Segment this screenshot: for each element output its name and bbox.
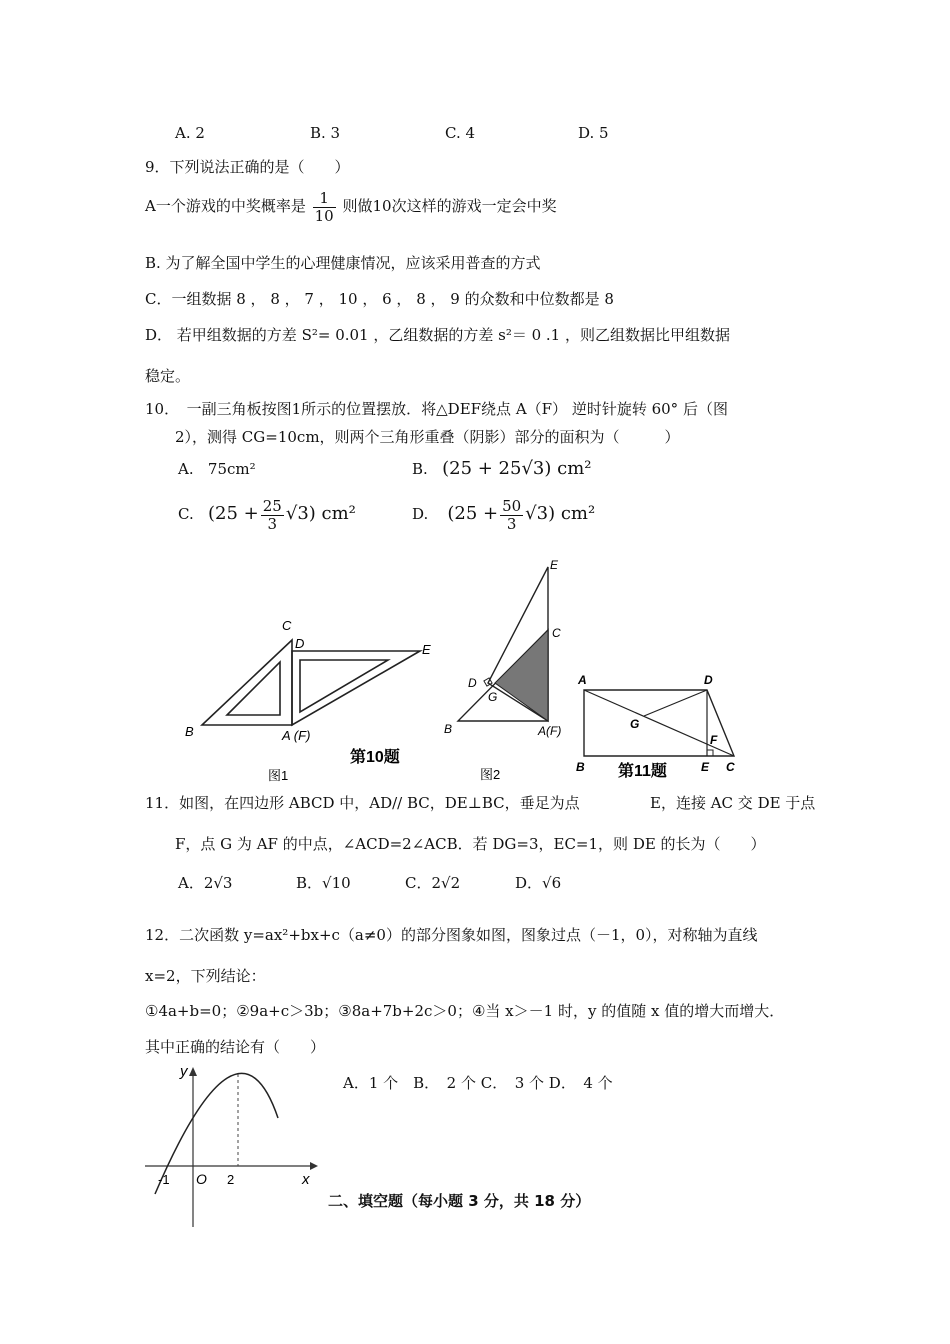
fraction: $\frac{25}{3}$ (262, 497, 282, 533)
graph-label-2: 2 (227, 1172, 235, 1187)
fig2-label-c: C (552, 626, 561, 640)
fig2-caption: 图2 (480, 767, 501, 782)
q12-options: A．1 个 B． 2 个 C． 3 个 D． 4 个 (343, 1074, 613, 1092)
q8-option-a: A. 2 (175, 124, 205, 142)
y-axis-arrow (189, 1067, 197, 1076)
q10-stem-line2: 2），测得 CG=10cm，则两个三角形重叠（阴影）部分的面积为（ ） (175, 428, 680, 446)
right-angle-mark (707, 750, 713, 756)
q9-option-a: A一个游戏的中奖概率是 $\frac{1}{10}$ 则做10次这样的游戏一定会中奖 (145, 189, 557, 225)
q11-stem-line1b: E，连接 AC 交 DE 于点 (650, 794, 816, 812)
q11-figure-caption: 第11题 (618, 763, 667, 780)
fraction: $\frac{1}{10}$ (314, 189, 334, 225)
q10-option-a: A. 75cm² (178, 460, 256, 478)
q10-option-d: D. (25 + $\frac{50}{3}$ √3) cm² (412, 497, 596, 533)
fig11-label-g: G (630, 717, 640, 731)
fig2-label-e: E (550, 558, 559, 572)
q10-stem-line1: 10． 一副三角板按图1所示的位置摆放．将△DEF绕点 A（F） 逆时针旋转 60° 后（图 (145, 400, 728, 418)
q11-figure (572, 670, 747, 782)
fig1-label-c: C (282, 618, 292, 633)
q12-conclusions: ①4a+b=0；②9a+c＞3b；③8a+7b+2c＞0；④当 x＞－1 时，y 的值随 x 值的增大而增大． (145, 1002, 785, 1020)
graph-label-origin: O (196, 1171, 207, 1187)
fig2-label-d: D (468, 676, 477, 690)
q12-parabola-graph (140, 1062, 320, 1232)
triangle-abc-inner (227, 662, 280, 715)
q12-stem-line1: 12．二次函数 y=ax²+bx+c（a≠0）的部分图象如图，图象过点（－1，0），对称轴为直线 (145, 926, 758, 944)
fig1-label-b: B (185, 724, 194, 739)
fig11-label-b: B (576, 760, 585, 774)
q11-stem-line2: F，点 G 为 AF 的中点，∠ACD=2∠ACB．若 DG=3，EC=1，则 DE 的长为（ ） (175, 835, 766, 853)
fraction: $\frac{50}{3}$ (502, 497, 522, 533)
graph-label-x: x (302, 1171, 310, 1188)
fig1-label-d: D (295, 636, 305, 651)
q10-figure-1 (170, 610, 440, 785)
q9-option-b: B. 为了解全国中学生的心理健康情况，应该采用普查的方式 (145, 254, 541, 272)
q9-option-d: D． 若甲组数据的方差 S²= 0.01 ，乙组数据的方差 s²＝ 0 .1 ，则乙组数据比甲组数据 (145, 326, 730, 344)
q8-option-c: C. 4 (445, 124, 476, 142)
fig11-label-e: E (701, 760, 710, 774)
q10-figure-2 (440, 555, 575, 785)
segment-dg (644, 690, 707, 716)
triangle-abc (202, 640, 292, 725)
graph-label-y: y (180, 1063, 188, 1080)
overlap-shaded-region (495, 630, 548, 721)
q11-option-c: C．2√2 (405, 874, 461, 892)
q9-option-c: C．一组数据 8 ， 8 ， 7 ， 10 ， 6 ， 8 ， 9 的众数和中位数都是 8 (145, 290, 614, 308)
q12-stem-line2: x=2，下列结论： (145, 967, 266, 985)
q8-option-b: B. 3 (310, 124, 341, 142)
q10-option-c: C. (25 + $\frac{25}{3}$ √3) cm² (178, 497, 356, 533)
fig11-label-a: A (578, 673, 587, 687)
parabola-curve (155, 1073, 278, 1194)
section-2-heading: 二、填空题（每小题 3 分，共 18 分） (328, 1192, 591, 1210)
q9-stem: 9．下列说法正确的是（ ） (145, 158, 350, 176)
q11-option-a: A．2√3 (178, 874, 233, 892)
q8-option-d: D. 5 (578, 124, 609, 142)
fig2-label-a: A(F) (538, 724, 562, 738)
q11-option-b: B．√10 (296, 874, 351, 892)
fig1-label-a: A (F) (282, 728, 311, 743)
q12-question: 其中正确的结论有（ ） (145, 1038, 326, 1056)
fig2-label-g: G (488, 690, 498, 704)
x-axis-arrow (310, 1162, 318, 1170)
q10-figure-caption: 第10题 (350, 749, 400, 766)
graph-label-neg1: -1 (158, 1172, 170, 1187)
fig1-caption: 图1 (268, 768, 289, 783)
q11-stem-line1: 11．如图，在四边形 ABCD 中，AD// BC，DE⊥BC，垂足为点 (145, 794, 580, 812)
q11-option-d: D．√6 (515, 874, 562, 892)
q9-option-d-cont: 稳定。 (145, 367, 191, 385)
fig1-label-e: E (422, 642, 431, 657)
fig11-label-f: F (710, 733, 718, 747)
fig11-label-d: D (704, 673, 713, 687)
fig11-label-c: C (726, 760, 735, 774)
triangle-def-inner (300, 660, 388, 712)
q10-option-b: B. (25 + 25√3) cm² (412, 458, 592, 479)
fig2-label-b: B (444, 722, 453, 736)
triangle-def (292, 651, 420, 725)
